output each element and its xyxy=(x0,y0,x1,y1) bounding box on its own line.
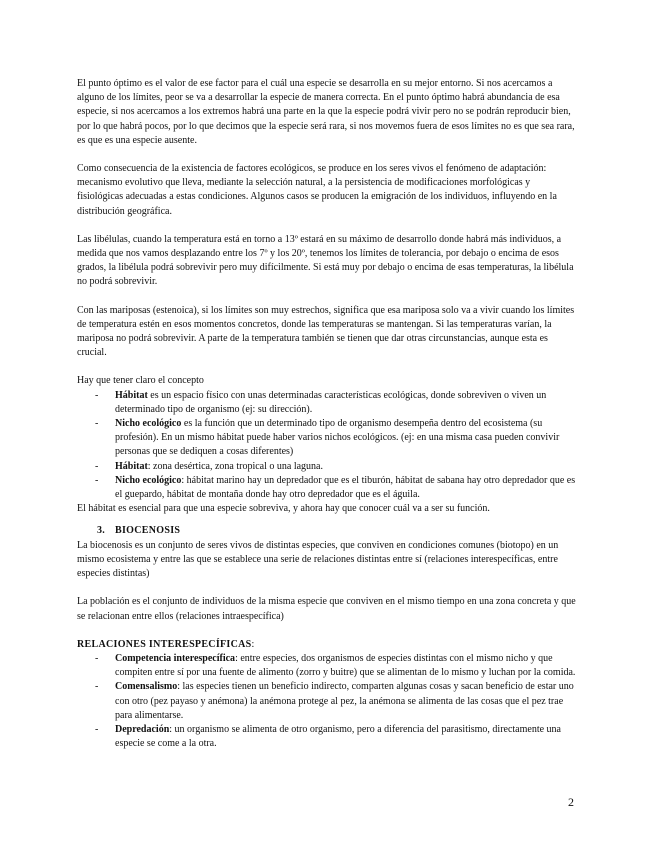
concept-list xyxy=(77,389,577,503)
paragraph-libelulas: Las libélulas, cuando la temperatura está en torno a 13º estará en su máximo de desarrollo donde habrá más individuos, a medida que nos vamos desplazando entre los 7º y los 20º, tenemos los límites de tolerancia, por debajo o encima de esos grados, la libélula podrá sobrevivir pero muy difícilmente. Si está muy por debajo o encima de esas temperaturas, la libélula no podrá sobrevivir. xyxy=(77,233,574,288)
list-item xyxy=(77,652,577,680)
list-text: : hábitat marino hay un depredador que es el tiburón, hábitat de sabana hay otro depredador que es el guepardo, hábitat de montaña donde hay otro depredador que es el águila. xyxy=(115,474,576,501)
section-number: 3. xyxy=(97,525,106,537)
list-term: Hábitat xyxy=(115,460,148,472)
list-text: : un organismo se alimenta de otro organismo, pero a diferencia del parasitismo, directamente una especie se come a la otra. xyxy=(115,723,561,750)
list-term: Depredación xyxy=(115,723,170,735)
paragraph-punto-optimo: El punto óptimo es el valor de ese factor para el cuál una especie se desarrolla en su mejor entorno. Si nos acercamos a alguno de los límites, peor se va a desarrollar la especie de manera correcta. En el punto óptimo habrá abundancia de esa especie, si nos acercamos a los extremos habrá una parte en la que la especie podrá vivir pero no se podrán reproducir bien, por lo que habrá pocos, por lo que decimos que la especie será rara, si nos movemos fuera de esos límites no es que sea rara, es que es una especie ausente. xyxy=(77,78,575,146)
section-title: BIOCENOSIS xyxy=(115,525,181,537)
list-dash: - xyxy=(95,460,99,472)
list-dash: - xyxy=(95,681,99,693)
list-text: : zona desértica, zona tropical o una laguna. xyxy=(147,460,323,472)
list-text: es la función que un determinado tipo de organismo desempeña dentro del ecosistema (su profesión). En un mismo hábitat puede haber varios nichos ecológicos. (ej: en una misma casa pueden convivir personas que se dediquen a cosas diferentes) xyxy=(115,418,560,458)
list-dash: - xyxy=(95,652,99,664)
paragraph-concepto-intro: Hay que tener claro el concepto xyxy=(77,375,204,387)
list-term: Hábitat xyxy=(115,389,148,401)
list-item xyxy=(77,389,577,417)
list-term: Nicho ecológico xyxy=(115,474,182,486)
paragraph-biocenosis: La biocenosis es un conjunto de seres vivos de distintas especies, que conviven en condiciones comunes (biotopo) en un mismo ecosistema y entre las que se establece una serie de relaciones distintas entre sí (relaciones interespecíficas, entre especies distintas) xyxy=(77,539,559,580)
relations-heading-line xyxy=(77,638,577,652)
paragraph-mariposas: Con las mariposas (estenoica), si los límites son muy estrechos, significa que esa mariposa solo va a vivir cuando los límites de temperatura estén en esos momentos concretos, donde las temperaturas se mantengan. Si las temperaturas varían, la mariposa no podrá sobrevivir. A parte de la temperatura también se tienen que dar otras circunstancias, aunque esta es crucial. xyxy=(77,304,575,359)
list-text: : las especies tienen un beneficio indirecto, comparten algunas cosas y sacan beneficio de estar uno con otro (pez payaso y anémona) la anémona protege al pez, la anémona se alimenta de las cosas que el pez trae para alimentarse. xyxy=(115,681,574,721)
list-item xyxy=(77,680,577,723)
page-number: 2 xyxy=(568,795,574,809)
list-dash: - xyxy=(95,418,99,430)
list-item xyxy=(77,417,577,460)
list-text: : entre especies, dos organismos de especies distintas con el mismo nicho y que compiten entre sí por una fuente de alimento (zorro y buitre) que se alimentan de lo mismo y luchan por la comida. xyxy=(115,652,576,679)
list-term: Nicho ecológico xyxy=(115,418,182,430)
list-dash: - xyxy=(95,474,99,486)
list-item xyxy=(77,723,577,751)
list-text: es un espacio físico con unas determinadas características ecológicas, donde sobreviven o viven un determinado tipo de organismo (ej: su dirección). xyxy=(115,389,547,415)
paragraph-habitat-esencial: El hábitat es esencial para que una especie sobreviva, y ahora hay que conocer cuál va a ser su función. xyxy=(77,503,490,515)
page-content xyxy=(77,77,577,751)
list-item xyxy=(77,460,577,474)
relations-heading: RELACIONES INTERESPECÍFICAS xyxy=(77,638,252,650)
list-dash: - xyxy=(95,723,99,735)
list-dash: - xyxy=(95,389,99,401)
list-term: Competencia interespecífica xyxy=(115,652,236,664)
section-heading xyxy=(77,524,577,538)
paragraph-poblacion: La población es el conjunto de individuos de la misma especie que conviven en el mismo tiempo en una zona concreta y que se relacionan entre ellos (relaciones intraespecífica) xyxy=(77,596,576,622)
relations-list xyxy=(77,652,577,751)
list-item xyxy=(77,474,577,502)
paragraph-adaptacion: Como consecuencia de la existencia de factores ecológicos, se produce en los seres vivos el fenómeno de adaptación: mecanismo evolutivo que lleva, mediante la selección natural, a la persistencia de modificaciones morfológicas y fisiológicas adecuadas a estas condiciones. Algunos casos se producen la emigración de los individuos, influyendo en la distribución geográfica. xyxy=(77,163,557,217)
list-term: Comensalismo xyxy=(115,681,178,693)
relations-heading-colon: : xyxy=(251,638,255,650)
